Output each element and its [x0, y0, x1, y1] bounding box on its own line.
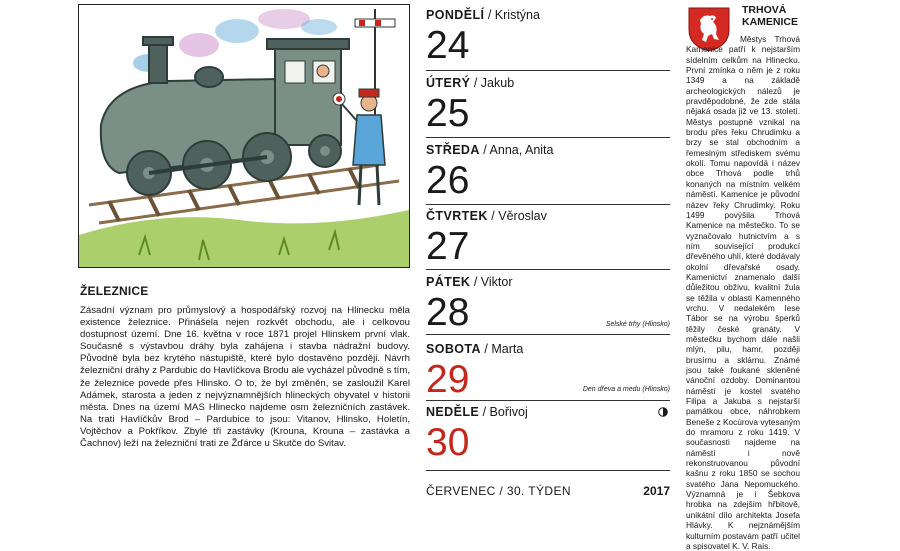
week-days [426, 0, 670, 500]
day-sunday [426, 405, 670, 464]
day-friday [426, 275, 670, 334]
day-wednesday [426, 143, 670, 202]
day-header: ČTVRTEK / Věroslav [426, 209, 547, 223]
weekday: PONDĚLÍ [426, 8, 485, 22]
weekday: STŘEDA [426, 143, 480, 157]
day-monday [426, 8, 670, 67]
locomotive-illustration [78, 4, 410, 268]
first-quarter-moon-icon [658, 407, 668, 417]
weekday: SOBOTA [426, 342, 481, 356]
day-number: 24 [426, 24, 470, 67]
weekday: ÚTERÝ [426, 76, 471, 90]
nameday: Bořivoj [489, 405, 528, 419]
weekday: PÁTEK [426, 275, 471, 289]
day-number: 29 [426, 358, 470, 401]
article-body: Zásadní význam pro průmyslový a hospodářský rozvoj na Hlinecku měla existence železnice. Přinášela nejen rozkvět obchodu, ale i celkovou dostupnost území. Dne 16. května v roce 1871 projel Hlinskem první vlak. Současně s výstavbou dráhy byla zahájena i stavba nádražní budovy. Původně byla bez krytého nástupiště, které bylo dostavěno později. Návrh železniční dráhy z Pardubic do Havlíčkova Brodu ale vycházel původně s tím, že železnice povede přes Hlinsko. O to, že byl změněn, se zasloužil Karel Adámek, starosta a jeden z nejvýznamnějších hlineckých obyvatel v historii města. Dnes na území MAS Hlinecko najdeme osm železničních zastávek. Na trati Havlíčkův Brod – Pardubice to jsou: Vitanov, Hlinsko, Holetín, Vojtěchov a Pokříkov. Zbylé tři zastávky (Krouna, Krouna – zastávka a Čachnov) leží na železniční trati ze Žďárce u Skutče do Svitav. [80, 305, 410, 450]
day-number: 26 [426, 159, 470, 202]
day-thursday [426, 209, 670, 268]
day-header: STŘEDA / Anna, Anita [426, 143, 554, 157]
divider [426, 204, 670, 205]
nameday: Kristýna [494, 8, 540, 22]
day-header: ÚTERÝ / Jakub [426, 76, 515, 90]
day-saturday [426, 342, 670, 401]
divider [426, 269, 670, 270]
day-header: PÁTEK / Viktor [426, 275, 513, 289]
nameday: Viktor [480, 275, 513, 289]
day-number: 30 [426, 421, 470, 464]
weekday: ČTVRTEK [426, 209, 488, 223]
nameday: Anna, Anita [489, 143, 554, 157]
town-title: TRHOVÁ KAMENICE [742, 4, 799, 28]
nameday: Věroslav [498, 209, 547, 223]
nameday: Marta [491, 342, 524, 356]
divider [426, 400, 670, 401]
steam-locomotive-icon [79, 5, 409, 267]
day-number: 28 [426, 291, 470, 334]
event-label: Selské trhy (Hlinsko) [605, 321, 670, 328]
nameday: Jakub [480, 76, 515, 90]
town-description: Městys Trhová Kamenice patří k nejstarším sídelním celkům na Hlinecku. První zmínka o něm je z roku 1349 a na základě archeologických nálezů je pravděpodobné, že zde stála nějaká osada již ve 13. století. Městys postupně vznikal na brodu přes řeku Chrudimku a brzy se stal obchodním a řemeslným střediskem svému okolí. Tomu napovídá i název obce Trhová podle trhů konaných na místním velkém náměstí. Kamenice je původní název řeky Chrudimky. Roku 1499 povýšila Trhová Kamenice na městečko. To se vyznačovalo hutnictvím a s ním související produkcí dřevěného uhlí, které dodávaly okolní dřevařské osady. Kamenictví znamenalo další důležitou obživu, kvalitní žula se těžila v oblasti Kamenného vrchu. V nedalekém lese Tábor se na výrobu šperků těžily české granáty. V městečku bychom dále našli mlýn, pilu, hamr, později brusírnu a sklárnu. Známé jsou také foukané skleněné vánoční ozdoby. Dominantou náměstí je kostel svatého Filipa a Jakuba s nejstarší památkou obce, náhrobkem Beneše z Kocúrova vytesaným do mramoru z roku 1419. V současnosti najdeme na náměstí i nově rekonstruovanou původní kašnu z roku 1850 se sochou svatého Jana Nepomuckého. Významná je i Šebkova hrobka na zdejším hřbitově, unikátní dílo architekta Josefa Hlávky. K nejznámějším kulturním postavám patří učitel a spisovatel K. V. Rais. [686, 34, 800, 551]
divider [426, 470, 670, 471]
event-label: Den dřeva a medu (Hlinsko) [582, 386, 670, 393]
divider [426, 70, 670, 71]
month-week-label: ČERVENEC / 30. TÝDEN [426, 484, 571, 498]
divider [426, 137, 670, 138]
weekday: NEDĚLE [426, 405, 480, 419]
day-number: 27 [426, 225, 470, 268]
day-tuesday [426, 76, 670, 135]
article [80, 284, 410, 450]
day-number: 25 [426, 92, 470, 135]
year-label: 2017 [643, 484, 670, 498]
day-header: SOBOTA / Marta [426, 342, 524, 356]
divider [426, 334, 670, 335]
day-header: NEDĚLE / Bořivoj [426, 405, 528, 419]
article-title: ŽELEZNICE [80, 284, 149, 298]
day-header: PONDĚLÍ / Kristýna [426, 8, 540, 22]
